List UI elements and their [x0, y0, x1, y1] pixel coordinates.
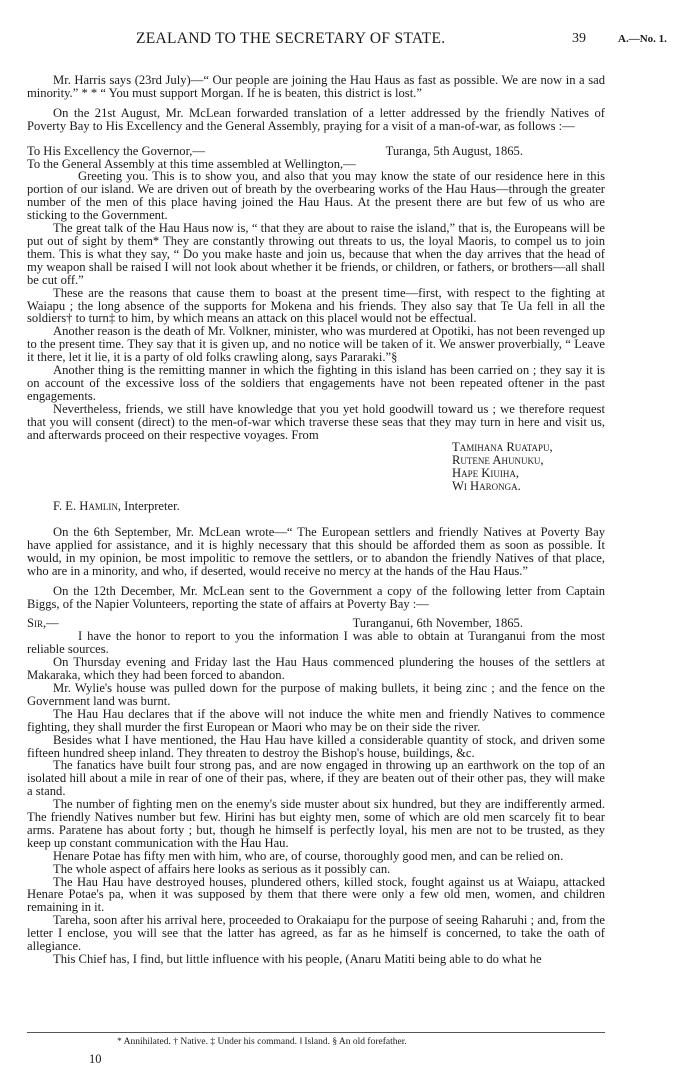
- signatory: Tamihana Ruatapu,: [452, 440, 553, 455]
- folio-number: 10: [89, 1052, 102, 1066]
- signatory: Wi Haronga.: [452, 479, 521, 494]
- page-number: 39: [572, 31, 586, 46]
- running-title: ZEALAND TO THE SECRETARY OF STATE.: [136, 30, 446, 47]
- addressee-2: To the General Assembly at this time assembled at Wellington,—: [27, 156, 356, 171]
- letter-paragraph: Henare Potae has fifty men with him, who are, of course, thoroughly good men, and can be relied on.: [53, 848, 564, 863]
- footnotes: * Annihilated. † Native. ‡ Under his command. ‖ Island. § An old forefather.: [117, 1037, 407, 1047]
- salutation: Sir,—: [27, 616, 59, 631]
- interpreter-line: [27, 500, 605, 513]
- letter-paragraph: The great talk of the Hau Haus now is, “ that they are about to raise the island,” that is, the Europeans will be put out of sight by them* They are constantly throwing out threats to us, the loyal Maoris, to compel us to join them. This is what they say, “ Do you make haste and join us, because that when the day arrives that the head of my weapon shall be raised I will not look about whether it be friends, or children, or fathers, or brothers—all shall be cut off.”: [27, 221, 605, 287]
- paragraph: On the 6th September, Mr. McLean wrote—“ The European settlers and friendly Natives at Poverty Bay have applied for assistance, and it is highly necessary that this should be afforded them as soon as possible. It would, in my opinion, be most impolitic to remove the settlers, or to abandon the friendly Natives of that place, who are in a minority, and who, if deserted, would receive no mercy at the hands of the Hau Haus.”: [27, 525, 605, 578]
- interpreter-name: F. E. Hamlin: [53, 499, 118, 514]
- letter-paragraph: The Hau Hau declares that if the above will not induce the white men and friendly Natives to commence fighting, they shall murder the first European or Maori who may be on their side the river.: [27, 706, 605, 734]
- addressee: To His Excellency the Governor,—: [27, 143, 206, 158]
- page-body: [27, 74, 605, 966]
- letter-paragraph: Besides what I have mentioned, the Hau Hau have killed a considerable quantity of stock, and driven some fifteen hundred sheep inland. They threaten to destroy the Bishop's house, buildings, &c.: [27, 732, 605, 760]
- letter-paragraph: The whole aspect of affairs here looks as serious as it possibly can.: [53, 861, 391, 876]
- paragraph: Mr. Harris says (23rd July)—“ Our people are joining the Hau Haus as fast as possible. We are now in a sad minority.” * * “ You must support Morgan. If he is beaten, this district is lost.”: [27, 73, 605, 100]
- letter-paragraph: I have the honor to report to you the information I was able to obtain at Turanganui from the most reliable sources.: [27, 629, 605, 657]
- letter-paragraph: Tareha, soon after his arrival here, proceeded to Orakaiapu for the purpose of seeing Raharuhi ; and, from the letter I enclose, you will see that the latter has agreed, as far as he himself is concerned, to take the oath of allegiance.: [27, 913, 605, 954]
- letter-paragraph: This Chief has, I find, but little influence with his people, (Anaru Matiti being able to do what he: [53, 952, 542, 966]
- letter-paragraph: The Hau Hau have destroyed houses, plundered others, killed stock, fought against us at Waiapu, attacked Henare Potae's pa, when it was supposed by them that there were only a few old men, women, and children remaining in it.: [27, 874, 605, 915]
- letter-paragraph: The number of fighting men on the enemy's side muster about six hundred, but they are indifferently armed. The friendly Natives number but few. Hirini has but eighty men, some of which are old men scarcely fit to bear arms. Paratene has about forty ; but, though he himself is perfectly loyal, his men are not to be trusted, as they keep up constant communication with the Hau Hau.: [27, 797, 605, 850]
- letter-heading: [27, 145, 605, 158]
- signatory: Rutene Ahunuku,: [452, 453, 544, 468]
- letter-paragraph: On Thursday evening and Friday last the Hau Haus commenced plundering the houses of the settlers at Makaraka, which they had been forced to abandon.: [27, 655, 605, 683]
- signatories: [452, 441, 605, 493]
- footnote-rule: [27, 1032, 605, 1033]
- letter-paragraph: Another thing is the remitting manner in which the fighting in this island has been carried on ; they say it is on account of the excessive loss of the soldiers that engagements have not been repeated oftener in the past engagements.: [27, 363, 605, 403]
- running-header: [0, 30, 700, 50]
- interpreter-role: , Interpreter.: [117, 499, 180, 514]
- signatory: Hape Kiuiha,: [452, 466, 519, 481]
- paragraph: On the 12th December, Mr. McLean sent to the Government a copy of the following letter from Captain Biggs, of the Napier Volunteers, reporting the state of affairs at Poverty Bay :—: [27, 583, 605, 611]
- letter-place-date: Turanganui, 6th November, 1865.: [352, 616, 523, 631]
- letter-paragraph: Greeting you. This is to show you, and also that you may know the state of our residence here in this portion of our island. We are driven out of breath by the overbearing works of the Hau Haus—through the greater number of the men of this place having joined the Hau Haus. At the present there are but few of us who are sticking to the Government.: [27, 169, 605, 223]
- letter-place-date: Turanga, 5th August, 1865.: [385, 143, 523, 158]
- paragraph: On the 21st August, Mr. McLean forwarded translation of a letter addressed by the friendly Natives of Poverty Bay to His Excellency and the General Assembly, praying for a visit of a man-of-war, as follows :—: [27, 105, 605, 133]
- letter-paragraph: Another reason is the death of Mr. Volkner, minister, who was murdered at Opotiki, has not been revenged up to the present time. They say that it is given up, and no notice will be taken of it. We answer proverbially, “ Leave it there, let it lie, it is a party of old folks crawling along, says Pararaki.”§: [27, 324, 605, 365]
- document-reference: A.—No. 1.: [618, 33, 667, 45]
- letter-paragraph: Nevertheless, friends, we still have knowledge that you yet hold goodwill toward us ; we therefore request that you will consent (direct) to the men-of-war which traverse these seas that they may turn in here and visit us, and afterwards proceed on their respective voyages. From: [27, 401, 605, 442]
- letter-paragraph: These are the reasons that cause them to boast at the present time—first, with respect to the fighting at Waiapu ; the long absence of the supports for Mokena and his friends. They also say that Te Ua fell in all the soldiers† to turn‡ to him, by which means an attack on this place‖ would not be effectual.: [27, 285, 605, 326]
- letter-paragraph: The fanatics have built four strong pas, and are now engaged in throwing up an earthwork on the top of an isolated hill about a mile in rear of one of their pas, where, if they are beaten out of their other pas, they will make a stand.: [27, 758, 605, 799]
- letter-paragraph: Mr. Wylie's house was pulled down for the purpose of making bullets, it being zinc ; and the fence on the Government land was burnt.: [27, 680, 605, 708]
